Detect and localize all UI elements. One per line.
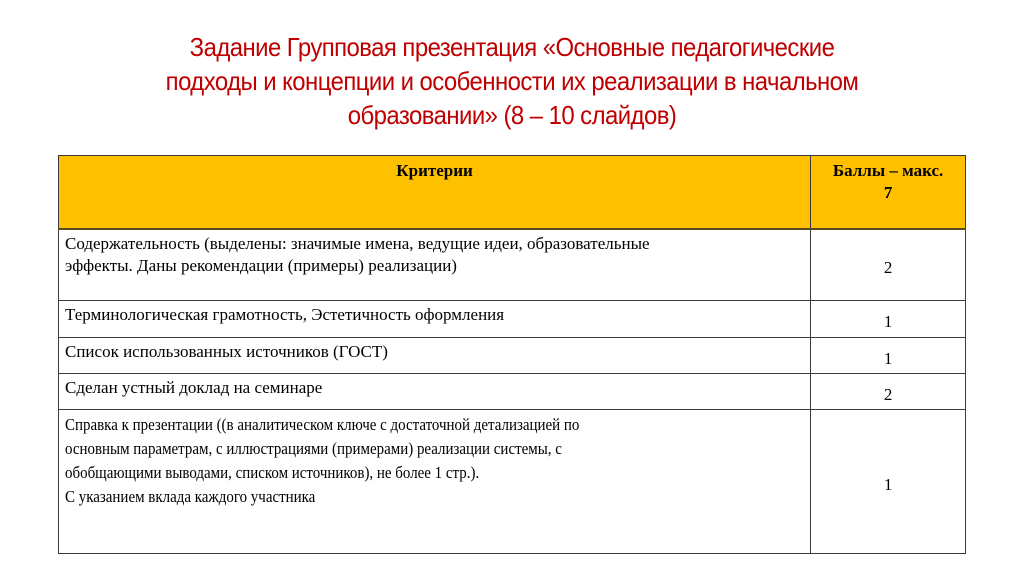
- table-row: [59, 301, 966, 338]
- criteria-text: Терминологическая грамотность, Эстетичность оформления: [65, 305, 505, 324]
- table-row: [59, 410, 966, 554]
- criteria-text: Справка к презентации ((в аналитическом ключе с достаточной детализацией по: [65, 415, 580, 434]
- criteria-text: обобщающими выводами, списком источников), не более 1 стр.).: [65, 463, 480, 482]
- header-score-max: 7: [883, 183, 893, 202]
- score-cell: 1: [811, 338, 966, 374]
- table-row: [59, 229, 966, 301]
- criteria-cell: [59, 301, 811, 338]
- header-score: [811, 156, 966, 230]
- table-header-row: [59, 156, 966, 230]
- slide-title: [96, 30, 928, 132]
- title-line-3: образовании» (8 – 10 слайдов): [347, 100, 677, 130]
- header-score-label: Баллы – макс.: [832, 161, 944, 180]
- criteria-text: Содержательность (выделены: значимые имена, ведущие идеи, образовательные: [65, 234, 650, 253]
- title-line-1: Задание Групповая презентация «Основные педагогические: [189, 32, 835, 62]
- criteria-text: эффекты. Даны рекомендации (примеры) реализации): [65, 256, 457, 275]
- table-row: [59, 338, 966, 374]
- criteria-text: Список использованных источников (ГОСТ): [65, 342, 388, 361]
- score-cell: 1: [811, 301, 966, 338]
- criteria-text: Сделан устный доклад на семинаре: [65, 378, 323, 397]
- criteria-cell: [59, 338, 811, 374]
- criteria-cell: [59, 229, 811, 301]
- score-cell: 1: [811, 410, 966, 554]
- header-criteria: Критерии: [59, 156, 811, 230]
- criteria-text: основным параметрам, с иллюстрациями (примерами) реализации системы, с: [65, 439, 562, 458]
- title-line-2: подходы и концепции и особенности их реализации в начальном: [165, 66, 859, 96]
- criteria-table: [58, 155, 966, 554]
- score-cell: 2: [811, 229, 966, 301]
- table-row: [59, 374, 966, 410]
- criteria-cell: [59, 410, 811, 554]
- score-cell: 2: [811, 374, 966, 410]
- criteria-text-block: [65, 413, 579, 509]
- criteria-cell: [59, 374, 811, 410]
- criteria-text: С указанием вклада каждого участника: [65, 487, 316, 506]
